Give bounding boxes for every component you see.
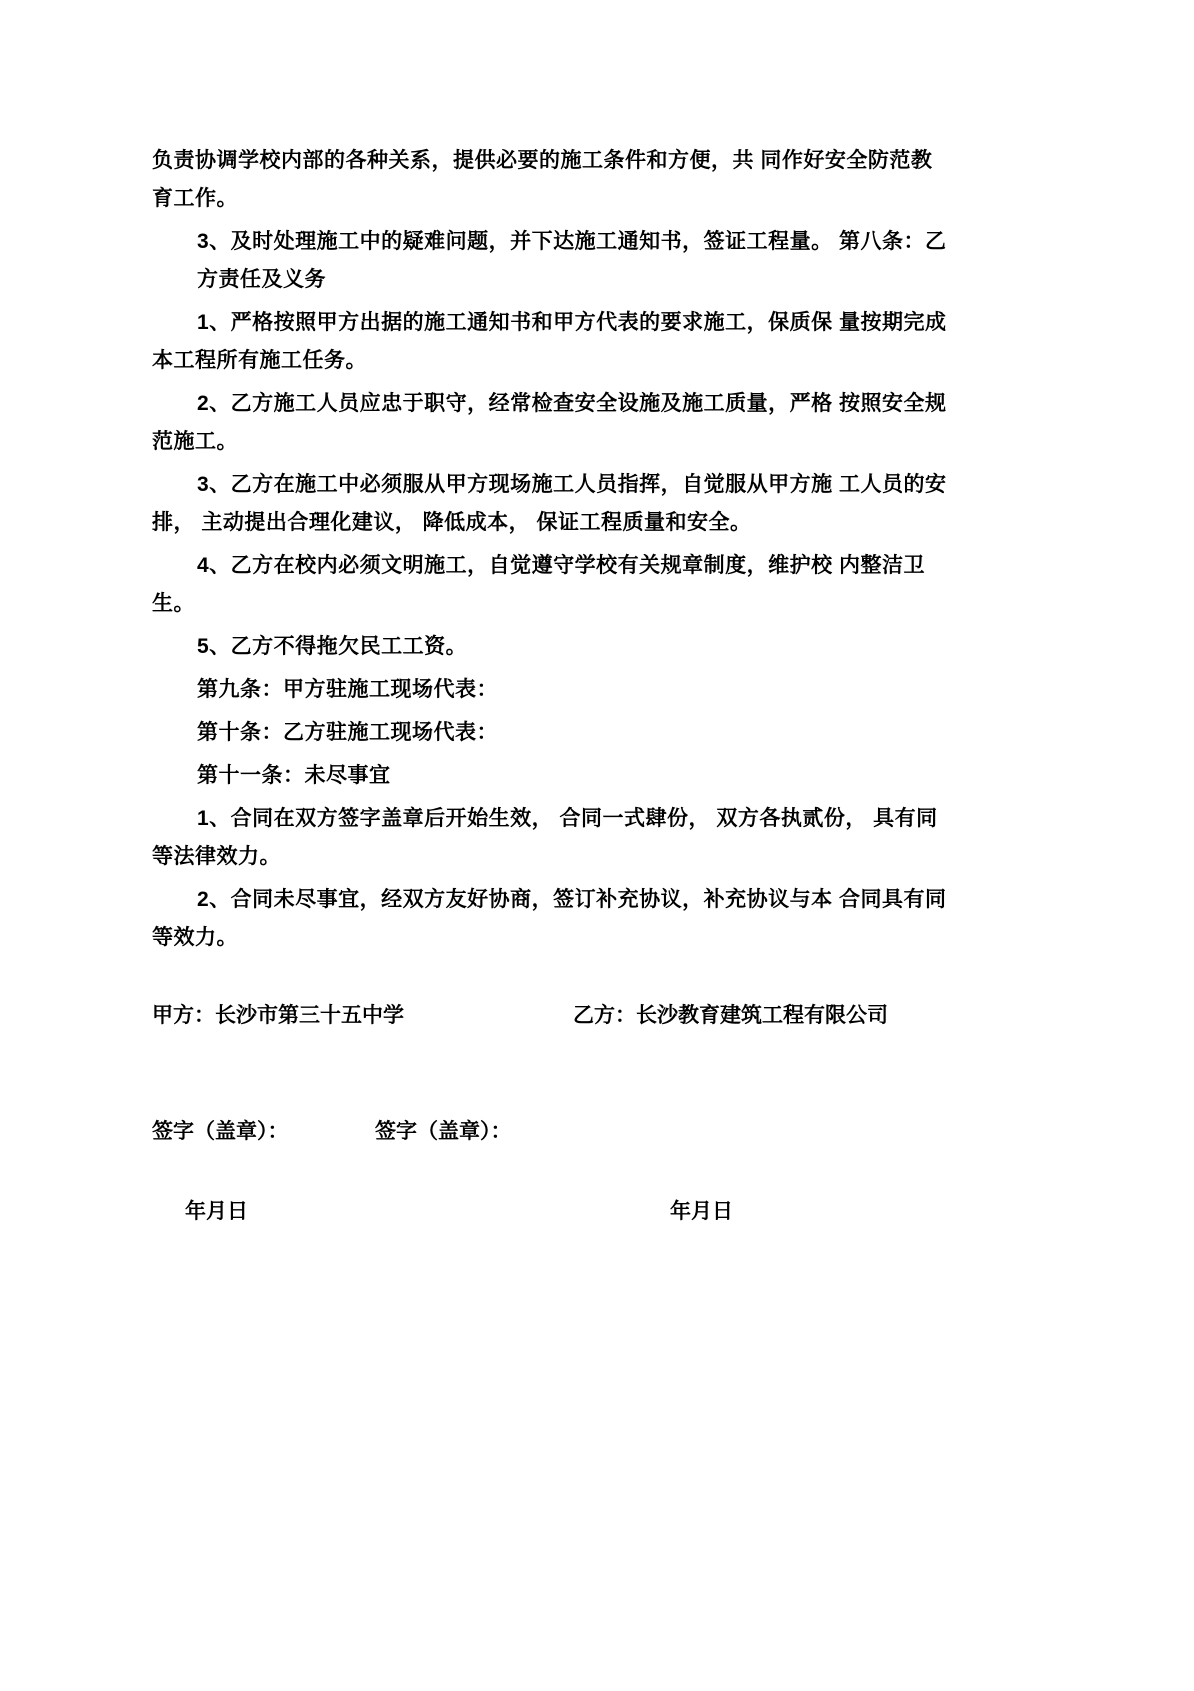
date-row (152, 1193, 964, 1231)
text-line: 范施工。 (152, 430, 238, 453)
paragraph-b-clause-1 (152, 304, 964, 380)
text-line: 排， 主动提出合理化建议， 降低成本， 保证工程质量和安全。 (152, 511, 752, 534)
paragraph-article-11-clause-2 (152, 881, 964, 957)
text-line: 本工程所有施工任务。 (152, 349, 367, 372)
paragraph-article-9 (152, 671, 964, 709)
party-b-name: 乙方：长沙教育建筑工程有限公司 (573, 1004, 888, 1027)
text-line: 2、合同未尽事宜，经双方友好协商，签订补充协议，补充协议与本 合同具有同 (197, 888, 947, 911)
text-line: 方责任及义务 (197, 268, 326, 291)
text-line: 2、乙方施工人员应忠于职守，经常检查安全设施及施工质量，严格 按照安全规 (197, 392, 947, 415)
parties-row (152, 997, 964, 1035)
text-line: 第十条：乙方驻施工现场代表： (197, 721, 498, 744)
party-a-date-label: 年月日 (185, 1200, 248, 1223)
paragraph-article-11 (152, 757, 964, 795)
party-b-signature-label: 签字（盖章）： (375, 1120, 512, 1143)
paragraph-clause-3-article-8 (152, 223, 964, 299)
text-line: 1、合同在双方签字盖章后开始生效， 合同一式肆份， 双方各执贰份， 具有同 (197, 807, 938, 830)
paragraph-b-clause-4 (152, 547, 964, 623)
text-line: 第十一条：未尽事宜 (197, 764, 391, 787)
text-line: 育工作。 (152, 187, 238, 210)
signature-seal-row (152, 1113, 964, 1151)
text-line: 1、严格按照甲方出据的施工通知书和甲方代表的要求施工，保质保 量按期完成 (197, 311, 947, 334)
text-line: 生。 (152, 592, 195, 615)
party-a-signature-label: 签字（盖章）： (152, 1120, 289, 1143)
paragraph-b-clause-5 (152, 628, 964, 666)
text-line: 负责协调学校内部的各种关系，提供必要的施工条件和方便，共 同作好安全防范教 (152, 149, 933, 172)
text-line: 等效力。 (152, 926, 238, 949)
text-line: 等法律效力。 (152, 845, 281, 868)
text-line: 3、乙方在施工中必须服从甲方现场施工人员指挥，自觉服从甲方施 工人员的安 (197, 473, 947, 496)
paragraph-article-10 (152, 714, 964, 752)
paragraph-b-clause-2 (152, 385, 964, 461)
party-b-date-label: 年月日 (670, 1200, 733, 1223)
paragraph-article-11-clause-1 (152, 800, 964, 876)
text-line: 4、乙方在校内必须文明施工，自觉遵守学校有关规章制度，维护校 内整洁卫 (197, 554, 926, 577)
text-line: 第九条：甲方驻施工现场代表： (197, 678, 498, 701)
party-a-name: 甲方：长沙市第三十五中学 (152, 1004, 404, 1027)
paragraph-b-clause-3 (152, 466, 964, 542)
text-line: 5、乙方不得拖欠民工工资。 (197, 635, 468, 658)
paragraph-continuation (152, 142, 964, 218)
text-line: 3、及时处理施工中的疑难问题，并下达施工通知书，签证工程量。 第八条：乙 (197, 230, 947, 253)
